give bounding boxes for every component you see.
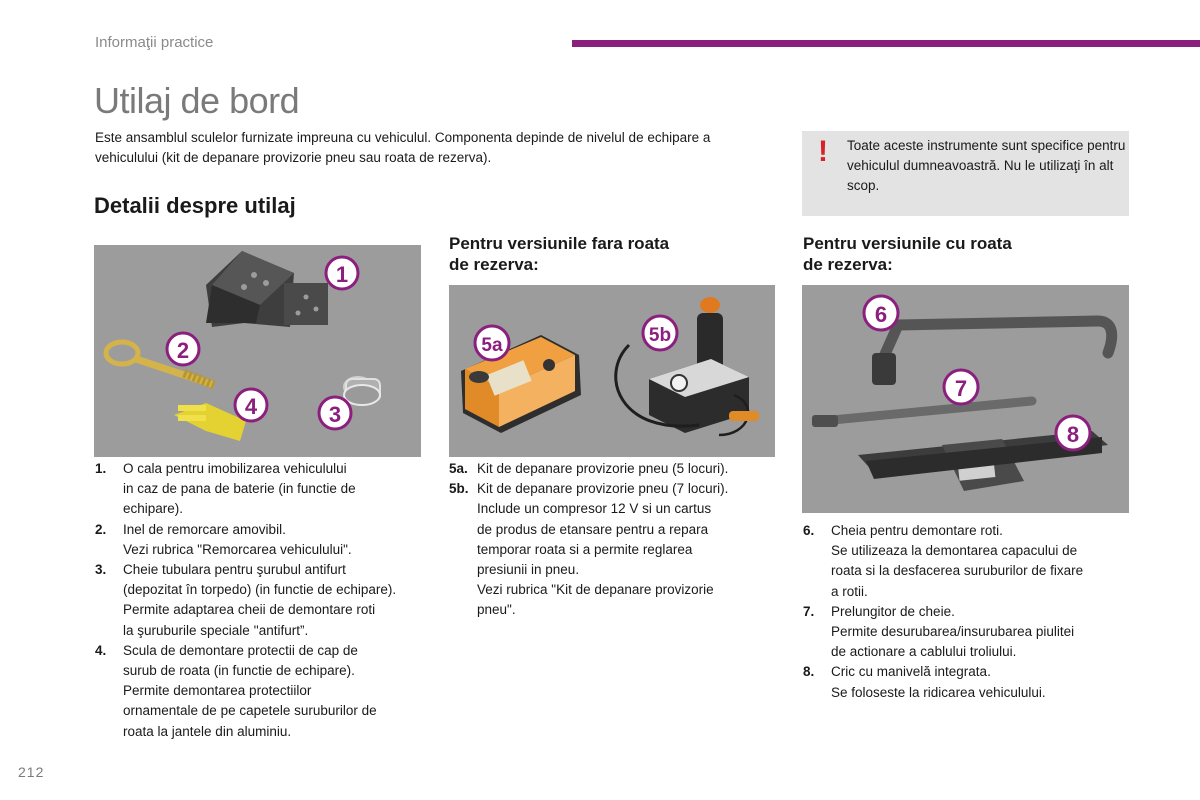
list-line: Vezi rubrica "Remorcarea vehiculului". — [123, 541, 352, 557]
badge-2 — [167, 333, 199, 365]
list-item-number: 6. — [803, 523, 815, 538]
badge-1-label: 1 — [335, 262, 349, 287]
spare-wheel-tools-photo — [802, 285, 1129, 513]
badge-1 — [326, 257, 358, 289]
list-line: ornamentale de pe capetele suruburilor de — [123, 703, 377, 719]
list-item-number: 8. — [803, 664, 815, 680]
list-item-7 — [803, 602, 1143, 663]
list-line: a rotii. — [831, 583, 868, 599]
list-item-number: 7. — [803, 603, 815, 619]
list-line: Vezi rubrica "Kit de depanare provizorie — [477, 582, 714, 598]
list-line: presiunii in pneu. — [477, 562, 580, 578]
list-line: Kit de depanare provizorie pneu (7 locuri). — [477, 481, 729, 497]
badge-4 — [235, 389, 267, 421]
list-line: Se foloseste la ridicarea vehiculului. — [831, 684, 1046, 700]
list-item-3 — [95, 560, 430, 641]
wheel-chock-illustration — [206, 251, 328, 327]
list-line: Permite demontarea protectiilor — [123, 683, 312, 699]
section-header: Informaţii practice — [95, 34, 214, 51]
list-line: Inel de remorcare amovibil. — [123, 521, 286, 537]
list-item-number: 4. — [95, 642, 107, 658]
list-line: O cala pentru imobilizarea vehiculului — [123, 461, 347, 476]
list-line: Permite adaptarea cheii de demontare roti — [123, 602, 376, 618]
right-column-heading: Pentru versiunile cu roata de rezerva: — [803, 234, 1012, 274]
list-item-number: 1. — [95, 461, 107, 476]
extension-bar-illustration — [812, 401, 1032, 427]
list-line: temporar roata si a permite reglarea — [477, 541, 693, 557]
list-line: surub de roata (in functie de echipare). — [123, 663, 355, 679]
repair-kit-5b-illustration — [616, 297, 759, 435]
badge-8-label: 8 — [1066, 422, 1080, 447]
page-number: 212 — [18, 764, 45, 780]
list-line: de actionare a cablului troliului. — [831, 644, 1017, 660]
page-title: Utilaj de bord — [94, 80, 300, 121]
badge-6 — [864, 296, 898, 330]
list-item-number: 5a. — [449, 461, 468, 476]
list-line: (depozitat în torpedo) (in functie de echipare). — [123, 582, 397, 598]
badge-5a — [475, 326, 509, 360]
list-item-8 — [803, 662, 1143, 702]
list-line: Cric cu manivelă integrata. — [831, 664, 991, 680]
exclamation-icon: ! — [818, 135, 828, 168]
list-item-number: 3. — [95, 562, 107, 578]
badge-3-label: 3 — [328, 402, 342, 427]
intro-paragraph: Este ansamblul sculelor furnizate impreuna cu vehiculul. Componenta depinde de nivelul de echipare a vehiculului (kit de depanare provizorie pneu sau roata de rezerva). — [95, 130, 711, 165]
list-item-4 — [95, 641, 430, 742]
list-line: Cheie tubulara pentru şurubul antifurt — [123, 562, 346, 578]
repair-kit-list — [449, 459, 779, 621]
list-item-number: 2. — [95, 521, 107, 537]
list-line: Permite desurubarea/insurubarea piulitei — [831, 624, 1075, 640]
badge-2-label: 2 — [176, 338, 190, 363]
section-accent-bar — [572, 40, 1200, 47]
list-line: Scula de demontare protectii de cap de — [123, 642, 358, 658]
list-item-5a — [449, 459, 779, 479]
list-line: roata la jantele din aluminiu. — [123, 723, 292, 739]
list-line: roata si la desfacerea suruburilor de fixare — [831, 563, 1084, 579]
list-item-6 — [803, 521, 1143, 602]
section-subheading: Detalii despre utilaj — [94, 193, 296, 218]
left-tools-list — [95, 459, 430, 742]
badge-5b-label: 5b — [648, 325, 672, 346]
list-line: echipare). — [123, 501, 184, 517]
spare-wheel-tools-list — [803, 521, 1143, 703]
badge-3 — [319, 397, 351, 429]
badge-6-label: 6 — [874, 302, 888, 327]
badge-4-label: 4 — [244, 394, 258, 419]
list-line: de produs de etansare pentru a repara — [477, 521, 709, 537]
list-line: pneu". — [477, 602, 516, 618]
repair-kits-photo — [449, 285, 775, 457]
list-line: Se utilizeaza la demontarea capacului de — [831, 543, 1078, 559]
badge-7-label: 7 — [954, 376, 968, 401]
warning-text: Toate aceste instrumente sunt specifice pentru vehiculul dumneavoastră. Nu le utilizaţi în alt scop. — [847, 138, 1126, 193]
list-item-2 — [95, 520, 430, 560]
list-line: in caz de pana de baterie (in functie de — [123, 481, 356, 497]
list-item-number: 5b. — [449, 481, 469, 497]
badge-8 — [1056, 416, 1090, 450]
list-line: Cheia pentru demontare roti. — [831, 523, 1003, 538]
tools-photo-left — [94, 245, 421, 457]
antitheft-socket-illustration — [344, 377, 380, 405]
badge-5b — [643, 316, 677, 350]
list-line: Prelungitor de cheie. — [831, 603, 955, 619]
list-line: Kit de depanare provizorie pneu (5 locuri). — [477, 461, 729, 476]
list-item-5b — [449, 479, 779, 620]
list-line: la şuruburile speciale ''antifurt”. — [123, 622, 309, 638]
wheel-brace-illustration — [872, 321, 1112, 385]
list-item-1 — [95, 459, 430, 520]
warning-box — [802, 131, 1129, 216]
badge-5a-label: 5a — [481, 335, 503, 356]
list-line: Include un compresor 12 V si un cartus — [477, 501, 712, 517]
badge-7 — [944, 370, 978, 404]
middle-column-heading: Pentru versiunile fara roata de rezerva: — [449, 234, 670, 274]
